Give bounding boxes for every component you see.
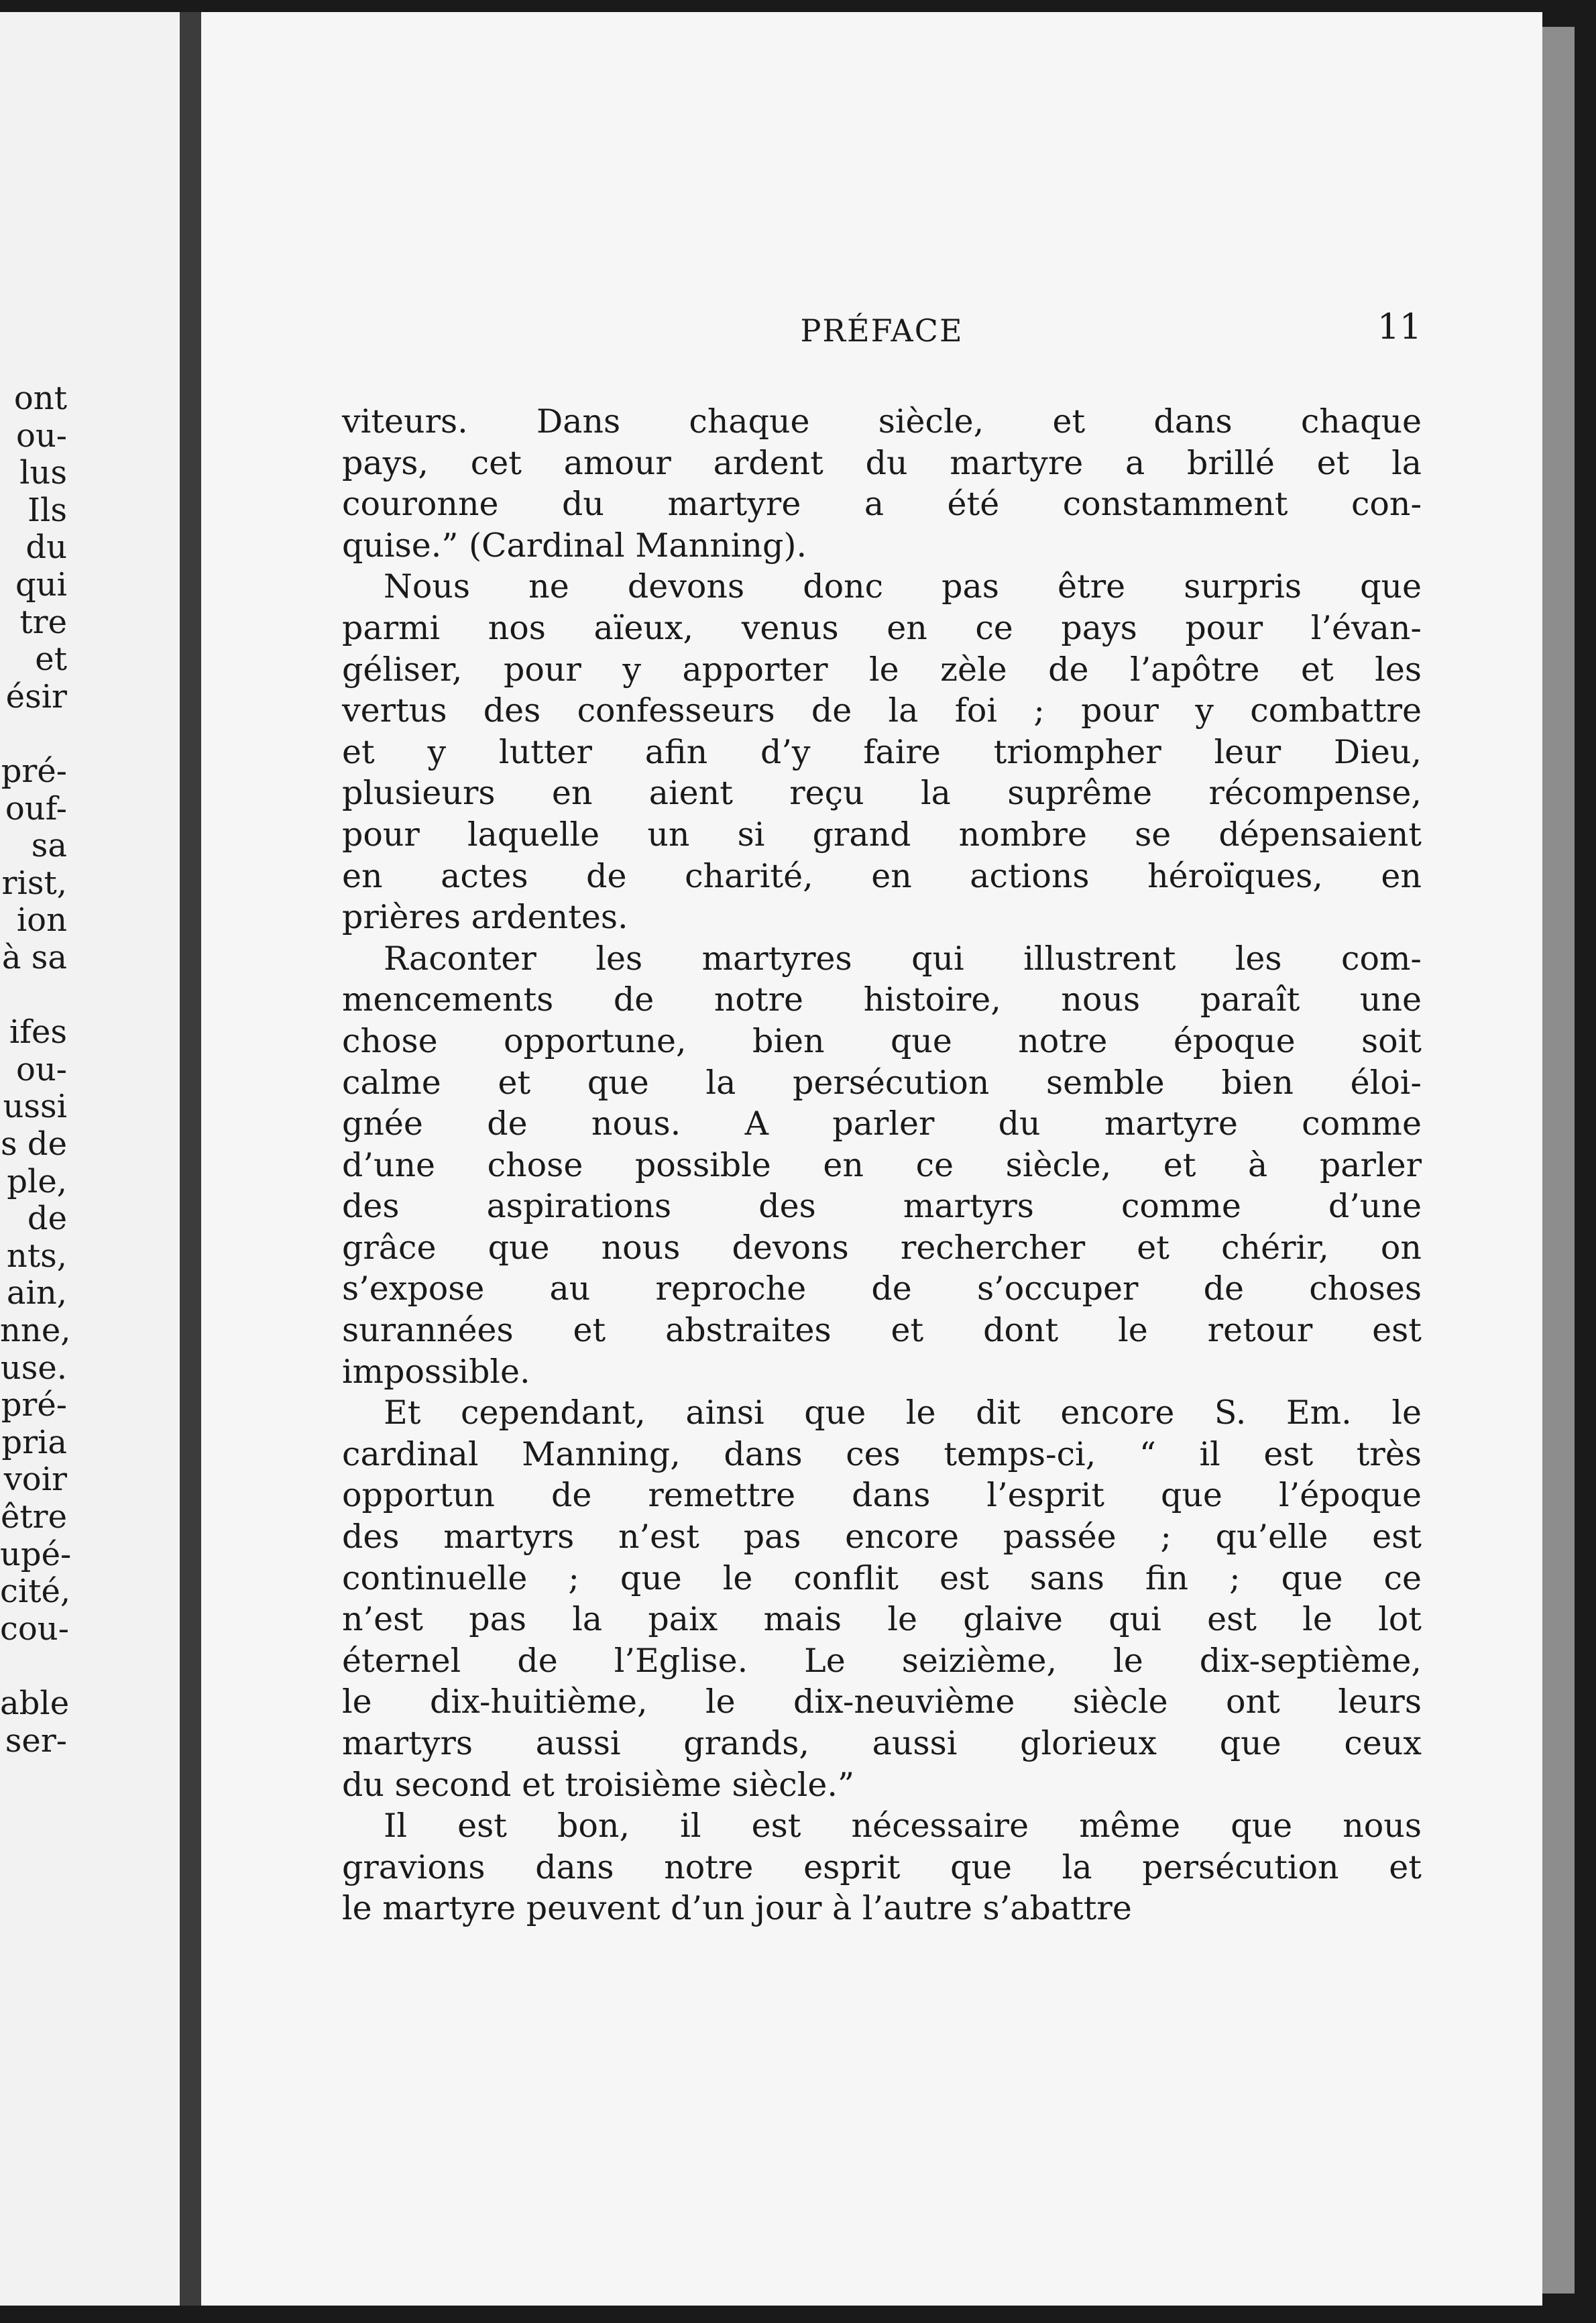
paragraph	[342, 938, 1422, 1393]
text-line: Il est bon, il est nécessaire même que nous	[384, 1807, 1422, 1846]
previous-page-fragment: qui	[15, 566, 67, 604]
previous-page-fragment: du	[25, 528, 67, 567]
previous-page-fragment: ion	[16, 901, 67, 940]
text-line: en actes de charité, en actions héroïques, en	[342, 856, 1422, 895]
previous-page-fragment: de	[27, 1200, 67, 1238]
paragraph	[342, 1805, 1422, 1929]
text-line: Raconter les martyres qui illustrent les com-	[384, 939, 1422, 978]
previous-page-fragment: être	[0, 1498, 67, 1536]
text-line: couronne du martyre a été constamment con-	[342, 485, 1422, 524]
text-line: des martyrs n’est pas encore passée ; qu’elle est	[342, 1518, 1422, 1556]
page-header	[342, 307, 1422, 354]
previous-page-fragment: cité,	[0, 1573, 71, 1611]
text-line: parmi nos aïeux, venus en ce pays pour l’évan-	[342, 608, 1422, 647]
text-line: le dix-huitième, le dix-neuvième siècle ont leurs	[342, 1683, 1422, 1721]
text-line: gravions dans notre esprit que la persécution et	[342, 1848, 1422, 1886]
text-line: d’une chose possible en ce siècle, et à parler	[342, 1145, 1422, 1184]
text-line: quise.” (Cardinal Manning).	[342, 526, 807, 565]
book-gutter	[180, 12, 201, 2306]
previous-page-fragment: ser-	[5, 1721, 67, 1760]
page-edge-shadow	[1542, 27, 1575, 2293]
text-line: opportun de remettre dans l’esprit que l’époque	[342, 1476, 1422, 1515]
text-line: des aspirations des martyrs comme d’une	[342, 1187, 1422, 1226]
text-line: pour laquelle un si grand nombre se dépensaient	[342, 815, 1422, 854]
text-line: Nous ne devons donc pas être surpris que	[384, 567, 1422, 606]
page-number: 11	[1377, 307, 1422, 347]
text-line: continuelle ; que le conflit est sans fin ; que ce	[342, 1559, 1422, 1597]
previous-page-strip	[0, 12, 180, 2306]
text-line: chose opportune, bien que notre époque soit	[342, 1021, 1422, 1060]
text-line: mencements de notre histoire, nous paraît une	[342, 980, 1422, 1019]
previous-page-fragment: lus	[19, 454, 67, 492]
text-line: cardinal Manning, dans ces temps-ci, “ il est très	[342, 1434, 1422, 1473]
previous-page-fragment: ple,	[7, 1162, 67, 1200]
previous-page-fragment: voir	[3, 1461, 67, 1499]
text-line: impossible.	[342, 1352, 530, 1391]
body-text	[342, 401, 1422, 1929]
paragraph	[342, 1392, 1422, 1805]
previous-page-fragment: Ils	[27, 491, 67, 529]
book-page	[201, 12, 1542, 2306]
previous-page-fragment: tre	[19, 603, 67, 641]
previous-page-fragment: à sa	[1, 939, 67, 976]
previous-page-fragment: ou-	[15, 416, 67, 455]
text-line: n’est pas la paix mais le glaive qui est le lot	[342, 1600, 1422, 1639]
previous-page-fragment: ésir	[5, 677, 67, 716]
previous-page-text-fragments	[0, 12, 180, 2306]
paragraph	[342, 401, 1422, 566]
text-line: gnée de nous. A parler du martyre comme	[342, 1104, 1422, 1143]
previous-page-fragment: ain,	[6, 1274, 67, 1312]
text-line: plusieurs en aient reçu la suprême récompense,	[342, 774, 1422, 813]
text-line: grâce que nous devons rechercher et chérir, on	[342, 1228, 1422, 1267]
text-line: et y lutter afin d’y faire triompher leur Dieu,	[342, 732, 1422, 771]
previous-page-fragment: nts,	[6, 1237, 67, 1275]
previous-page-fragment: nne,	[0, 1312, 71, 1349]
text-line: géliser, pour y apporter le zèle de l’apôtre et les	[342, 650, 1422, 689]
text-line: le martyre peuvent d’un jour à l’autre s’abattre	[342, 1889, 1132, 1928]
previous-page-fragment: pré-	[1, 752, 67, 790]
previous-page-fragment: ifes	[9, 1013, 67, 1052]
previous-page-fragment: pré-	[1, 1386, 67, 1424]
previous-page-fragment: sa	[31, 827, 67, 865]
previous-page-fragment: ont	[13, 380, 67, 417]
text-line: vertus des confesseurs de la foi ; pour y combattre	[342, 691, 1422, 730]
previous-page-fragment: pria	[1, 1423, 67, 1461]
previous-page-fragment: able	[0, 1685, 70, 1722]
text-line: Et cependant, ainsi que le dit encore S. Em. le	[384, 1394, 1422, 1432]
previous-page-fragment: cou-	[0, 1609, 69, 1648]
text-line: s’expose au reproche de s’occuper de choses	[342, 1269, 1422, 1308]
previous-page-fragment: use.	[0, 1349, 67, 1387]
previous-page-fragment: s de	[0, 1125, 67, 1163]
previous-page-fragment: ouf-	[5, 789, 67, 828]
previous-page-fragment: ou-	[15, 1050, 67, 1088]
text-line: du second et troisième siècle.”	[342, 1765, 855, 1804]
previous-page-fragment: upé-	[0, 1535, 72, 1573]
text-line: prières ardentes.	[342, 898, 628, 937]
running-head: PRÉFACE	[800, 313, 964, 349]
text-line: pays, cet amour ardent du martyre a brillé et la	[342, 443, 1422, 482]
text-line: surannées et abstraites et dont le retour est	[342, 1311, 1422, 1350]
paragraph	[342, 566, 1422, 938]
previous-page-fragment: ussi	[3, 1088, 67, 1126]
previous-page-fragment: rist,	[1, 864, 67, 902]
text-line: éternel de l’Eglise. Le seizième, le dix-septième,	[342, 1641, 1422, 1680]
text-line: calme et que la persécution semble bien éloi-	[342, 1063, 1422, 1102]
text-line: viteurs. Dans chaque siècle, et dans chaque	[342, 402, 1422, 441]
text-line: martyrs aussi grands, aussi glorieux que ceux	[342, 1724, 1422, 1762]
previous-page-fragment: et	[35, 640, 67, 679]
